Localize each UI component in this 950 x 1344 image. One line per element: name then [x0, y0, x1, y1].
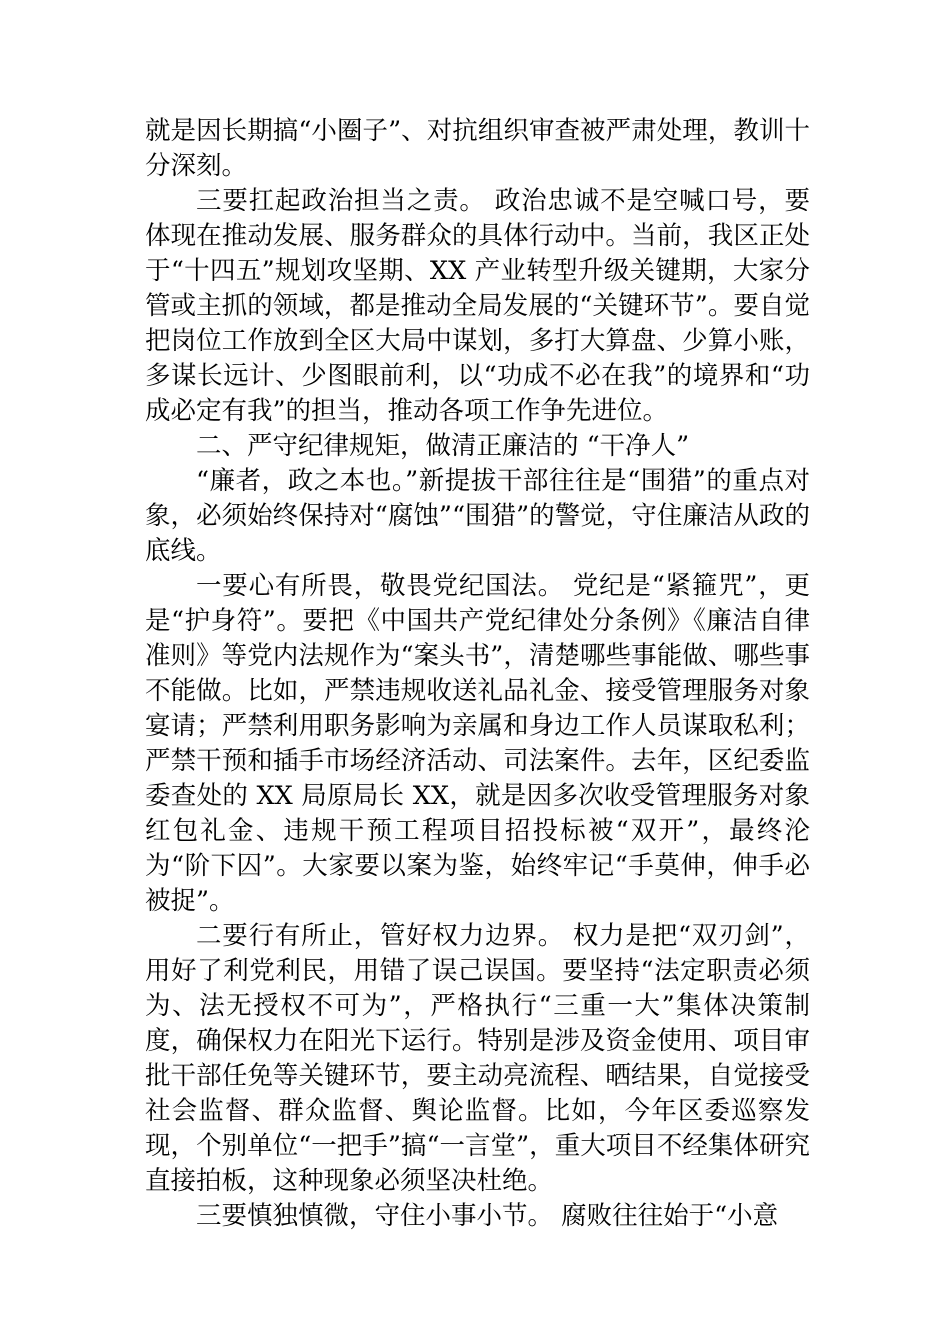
paragraph-power-boundary: 二要行有所止，管好权力边界。 权力是把“双刃剑”，用好了利党利民，用错了误己误国。要坚持“法定职责必须为、法无授权不可为”，严格执行“三重一大”集体决策制度，确保权力在阳光下运行。特别是涉及资金使用、项目审批干部任免等关键环节，要主动亮流程、晒结果，自觉接受社会监督、群众监督、舆论监督。比如，今年区委巡察发现，个别单位“一把手”搞“一言堂”，重大项目不经集体研究直接拍板，这种现象必须坚决杜绝。	[145, 921, 810, 1196]
section-heading-discipline: 二、严守纪律规矩，做清正廉洁的 “干净人”	[196, 431, 690, 461]
paragraph-continuation: 就是因长期搞“小圈子”、对抗组织审查被严肃处理，教训十分深刻。	[145, 116, 810, 181]
paragraph-small-matters: 三要慎独慎微，守住小事小节。 腐败往往始于“小意	[196, 1201, 779, 1231]
paragraph-respect-law: 一要心有所畏，敬畏党纪国法。 党纪是“紧箍咒”，更是“护身符”。要把《中国共产党纪律处分条例》《廉洁自律准则》等党内法规作为“案头书”，清楚哪些事能做、哪些事不能做。比如，严禁违规收送礼品礼金、接受管理服务对象宴请；严禁利用职务影响为亲属和身边工作人员谋取私利；严禁干预和插手市场经济活动、司法案件。去年，区纪委监委查处的 XX 局原局长 XX，就是因多次收受管理服务对象红包礼金、违规干预工程项目招投标被“双开”，最终沦为“阶下囚”。大家要以案为鉴，始终牢记“手莫伸，伸手必被捉”。	[145, 571, 810, 916]
paragraph-political-responsibility: 三要扛起政治担当之责。 政治忠诚不是空喊口号，要体现在推动发展、服务群众的具体行动中。当前，我区正处于“十四五”规划攻坚期、XX 产业转型升级关键期，大家分管或主抓的领域，都是推动全局发展的“关键环节”。要自觉把岗位工作放到全区大局中谋划，多打大算盘、少算小账，多谋长远计、少图眼前利，以“功成不必在我”的境界和“功成必定有我”的担当，推动各项工作争先进位。	[145, 186, 810, 426]
paragraph-integrity-intro: “廉者，政之本也。”新提拔干部往往是“围猎”的重点对象，必须始终保持对“腐蚀”“围猎”的警觉，守住廉洁从政的底线。	[145, 466, 810, 566]
document-body	[145, 114, 810, 1234]
